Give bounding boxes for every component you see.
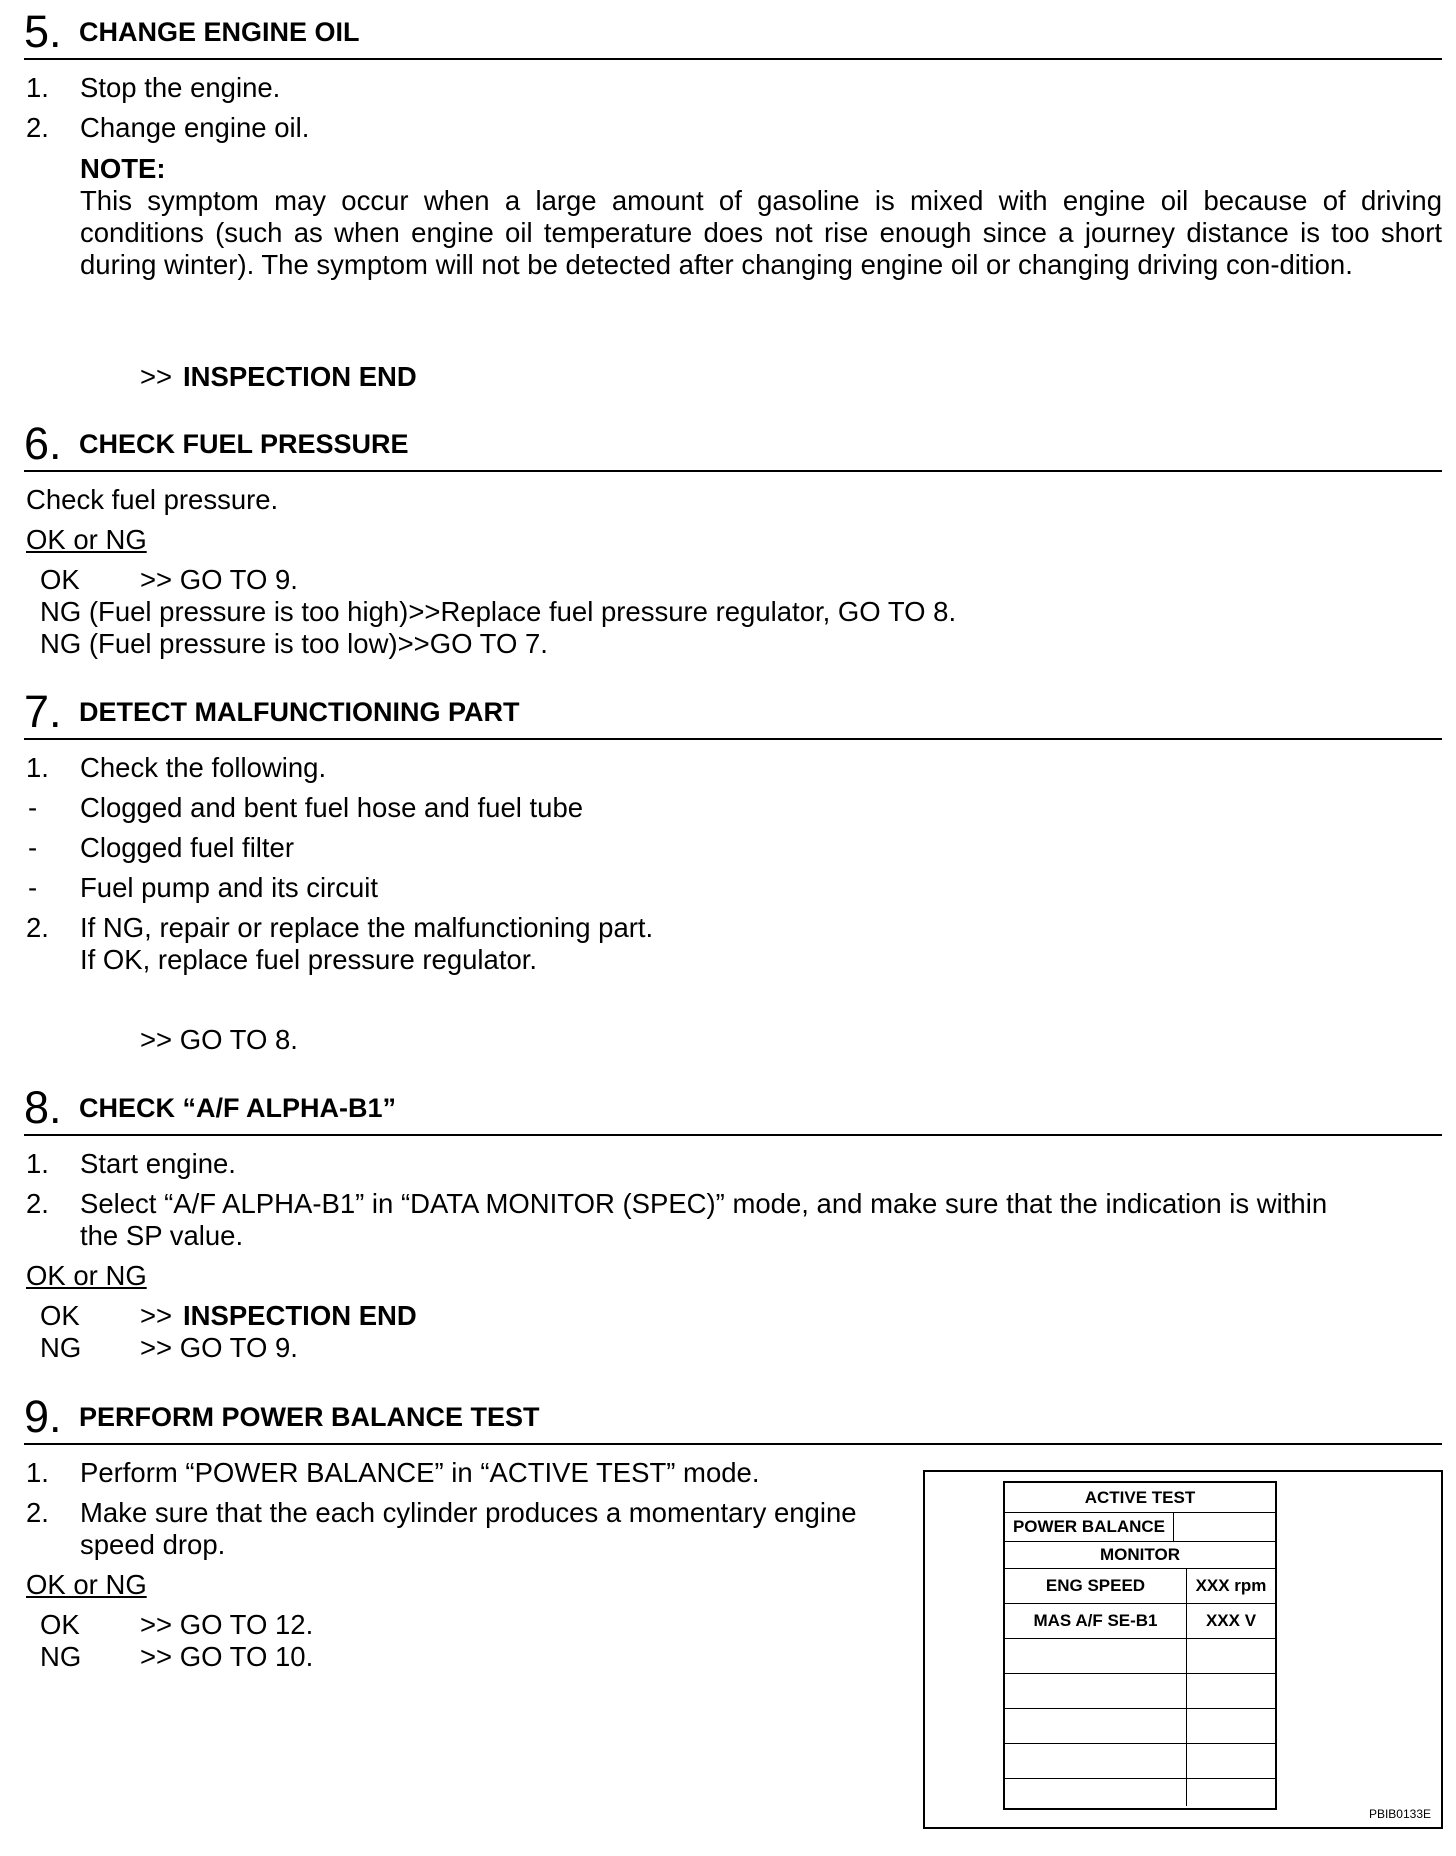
step-number: 1.	[26, 72, 49, 103]
ng-low-action: NG (Fuel pressure is too low)>>GO TO 7.	[40, 628, 548, 659]
monitor-data-row	[1005, 1603, 1275, 1639]
step-number: 1.	[26, 1457, 49, 1488]
empty-row	[1005, 1778, 1275, 1806]
step-number: 2.	[26, 912, 49, 943]
section-title: CHECK FUEL PRESSURE	[79, 429, 409, 459]
step-text: If NG, repair or replace the malfunctioning part.	[80, 912, 654, 943]
empty-row	[1005, 1708, 1275, 1744]
ok-or-ng-heading: OK or NG	[26, 1260, 147, 1291]
divider	[1173, 1512, 1174, 1541]
step-number: 1.	[26, 1148, 49, 1179]
result-arrow: >>	[140, 1300, 173, 1331]
divider	[1186, 1638, 1187, 1673]
instruction-text: Check fuel pressure.	[26, 484, 279, 515]
step-text: If OK, replace fuel pressure regulator.	[80, 944, 538, 975]
section-number: 6.	[24, 418, 62, 469]
mas-af-value: XXX V	[1205, 1610, 1257, 1630]
section-title: CHANGE ENGINE OIL	[79, 17, 360, 47]
empty-row	[1005, 1743, 1275, 1779]
ok-action: >> GO TO 12.	[140, 1609, 314, 1640]
empty-row	[1005, 1673, 1275, 1709]
inspection-end: INSPECTION END	[183, 361, 417, 392]
check-item: Fuel pump and its circuit	[80, 872, 379, 903]
empty-row	[1005, 1638, 1275, 1674]
power-balance-label: POWER BALANCE	[1012, 1516, 1166, 1536]
consult-screen-figure	[923, 1470, 1443, 1829]
note-text: This symptom may occur when a large amount of gasoline is mixed with engine oil because of driving conditions (such as when engine oil temperature does not rise enough since a journey distance is too short during winter). The symptom will not be detected after changing engine oil or changing driving con-dition.	[80, 185, 1442, 280]
ok-action: >> GO TO 9.	[140, 564, 298, 595]
section-number: 7.	[24, 686, 62, 737]
ok-label: OK	[40, 1609, 80, 1640]
monitor-data-row	[1005, 1568, 1275, 1604]
check-item: Clogged and bent fuel hose and fuel tube	[80, 792, 584, 823]
monitor-row	[1005, 1541, 1275, 1569]
eng-speed-value: XXX rpm	[1195, 1575, 1267, 1595]
ng-action: >> GO TO 10.	[140, 1641, 314, 1672]
ok-or-ng-heading: OK or NG	[26, 524, 147, 555]
screen-header-row	[1005, 1483, 1275, 1513]
active-test-screen	[1003, 1481, 1277, 1810]
ng-label: NG	[40, 1332, 82, 1363]
ok-label: OK	[40, 564, 80, 595]
step-text: Select “A/F ALPHA-B1” in “DATA MONITOR (SPEC)” mode, and make sure that the indication is within	[80, 1188, 1328, 1219]
result-arrow: >>	[140, 361, 173, 392]
section-number: 5.	[24, 6, 62, 57]
step-text: Change engine oil.	[80, 112, 310, 143]
step-text: the SP value.	[80, 1220, 244, 1251]
section-8-header	[24, 1076, 1442, 1136]
step-number: 2.	[26, 112, 49, 143]
ok-label: OK	[40, 1300, 80, 1331]
ng-high-action: NG (Fuel pressure is too high)>>Replace fuel pressure regulator, GO TO 8.	[40, 596, 957, 627]
step-number: 1.	[26, 752, 49, 783]
step-text: Stop the engine.	[80, 72, 281, 103]
step-text: Make sure that the each cylinder produces a momentary engine	[80, 1497, 857, 1528]
divider	[1186, 1743, 1187, 1778]
dash-bullet: -	[28, 832, 38, 863]
ok-or-ng-heading: OK or NG	[26, 1569, 147, 1600]
step-text: Perform “POWER BALANCE” in “ACTIVE TEST” mode.	[80, 1457, 760, 1488]
goto-action: >> GO TO 8.	[140, 1024, 298, 1055]
step-number: 2.	[26, 1497, 49, 1528]
mas-af-label: MAS A/F SE-B1	[1033, 1610, 1158, 1630]
section-title: CHECK “A/F ALPHA-B1”	[79, 1093, 396, 1123]
ng-label: NG	[40, 1641, 82, 1672]
divider	[1186, 1708, 1187, 1743]
section-9-header	[24, 1385, 1442, 1445]
section-5-header	[24, 0, 1442, 60]
dash-bullet: -	[28, 872, 38, 903]
section-title: PERFORM POWER BALANCE TEST	[79, 1402, 540, 1432]
step-text: Start engine.	[80, 1148, 236, 1179]
dash-bullet: -	[28, 792, 38, 823]
figure-id: PBIB0133E	[1368, 1807, 1431, 1821]
step-number: 2.	[26, 1188, 49, 1219]
check-item: Clogged fuel filter	[80, 832, 295, 863]
section-title: DETECT MALFUNCTIONING PART	[79, 697, 520, 727]
step-text: speed drop.	[80, 1529, 226, 1560]
divider	[1186, 1673, 1187, 1708]
active-test-header: ACTIVE TEST	[1084, 1487, 1196, 1507]
section-7-header	[24, 680, 1442, 740]
eng-speed-label: ENG SPEED	[1045, 1575, 1146, 1595]
power-balance-row	[1005, 1512, 1275, 1542]
section-number: 8.	[24, 1082, 62, 1133]
ng-action: >> GO TO 9.	[140, 1332, 298, 1363]
divider	[1186, 1778, 1187, 1806]
inspection-end: INSPECTION END	[183, 1300, 417, 1331]
note-label: NOTE:	[80, 153, 166, 184]
monitor-label: MONITOR	[1100, 1544, 1180, 1564]
section-6-header	[24, 412, 1442, 472]
section-number: 9.	[24, 1391, 62, 1442]
step-text: Check the following.	[80, 752, 327, 783]
